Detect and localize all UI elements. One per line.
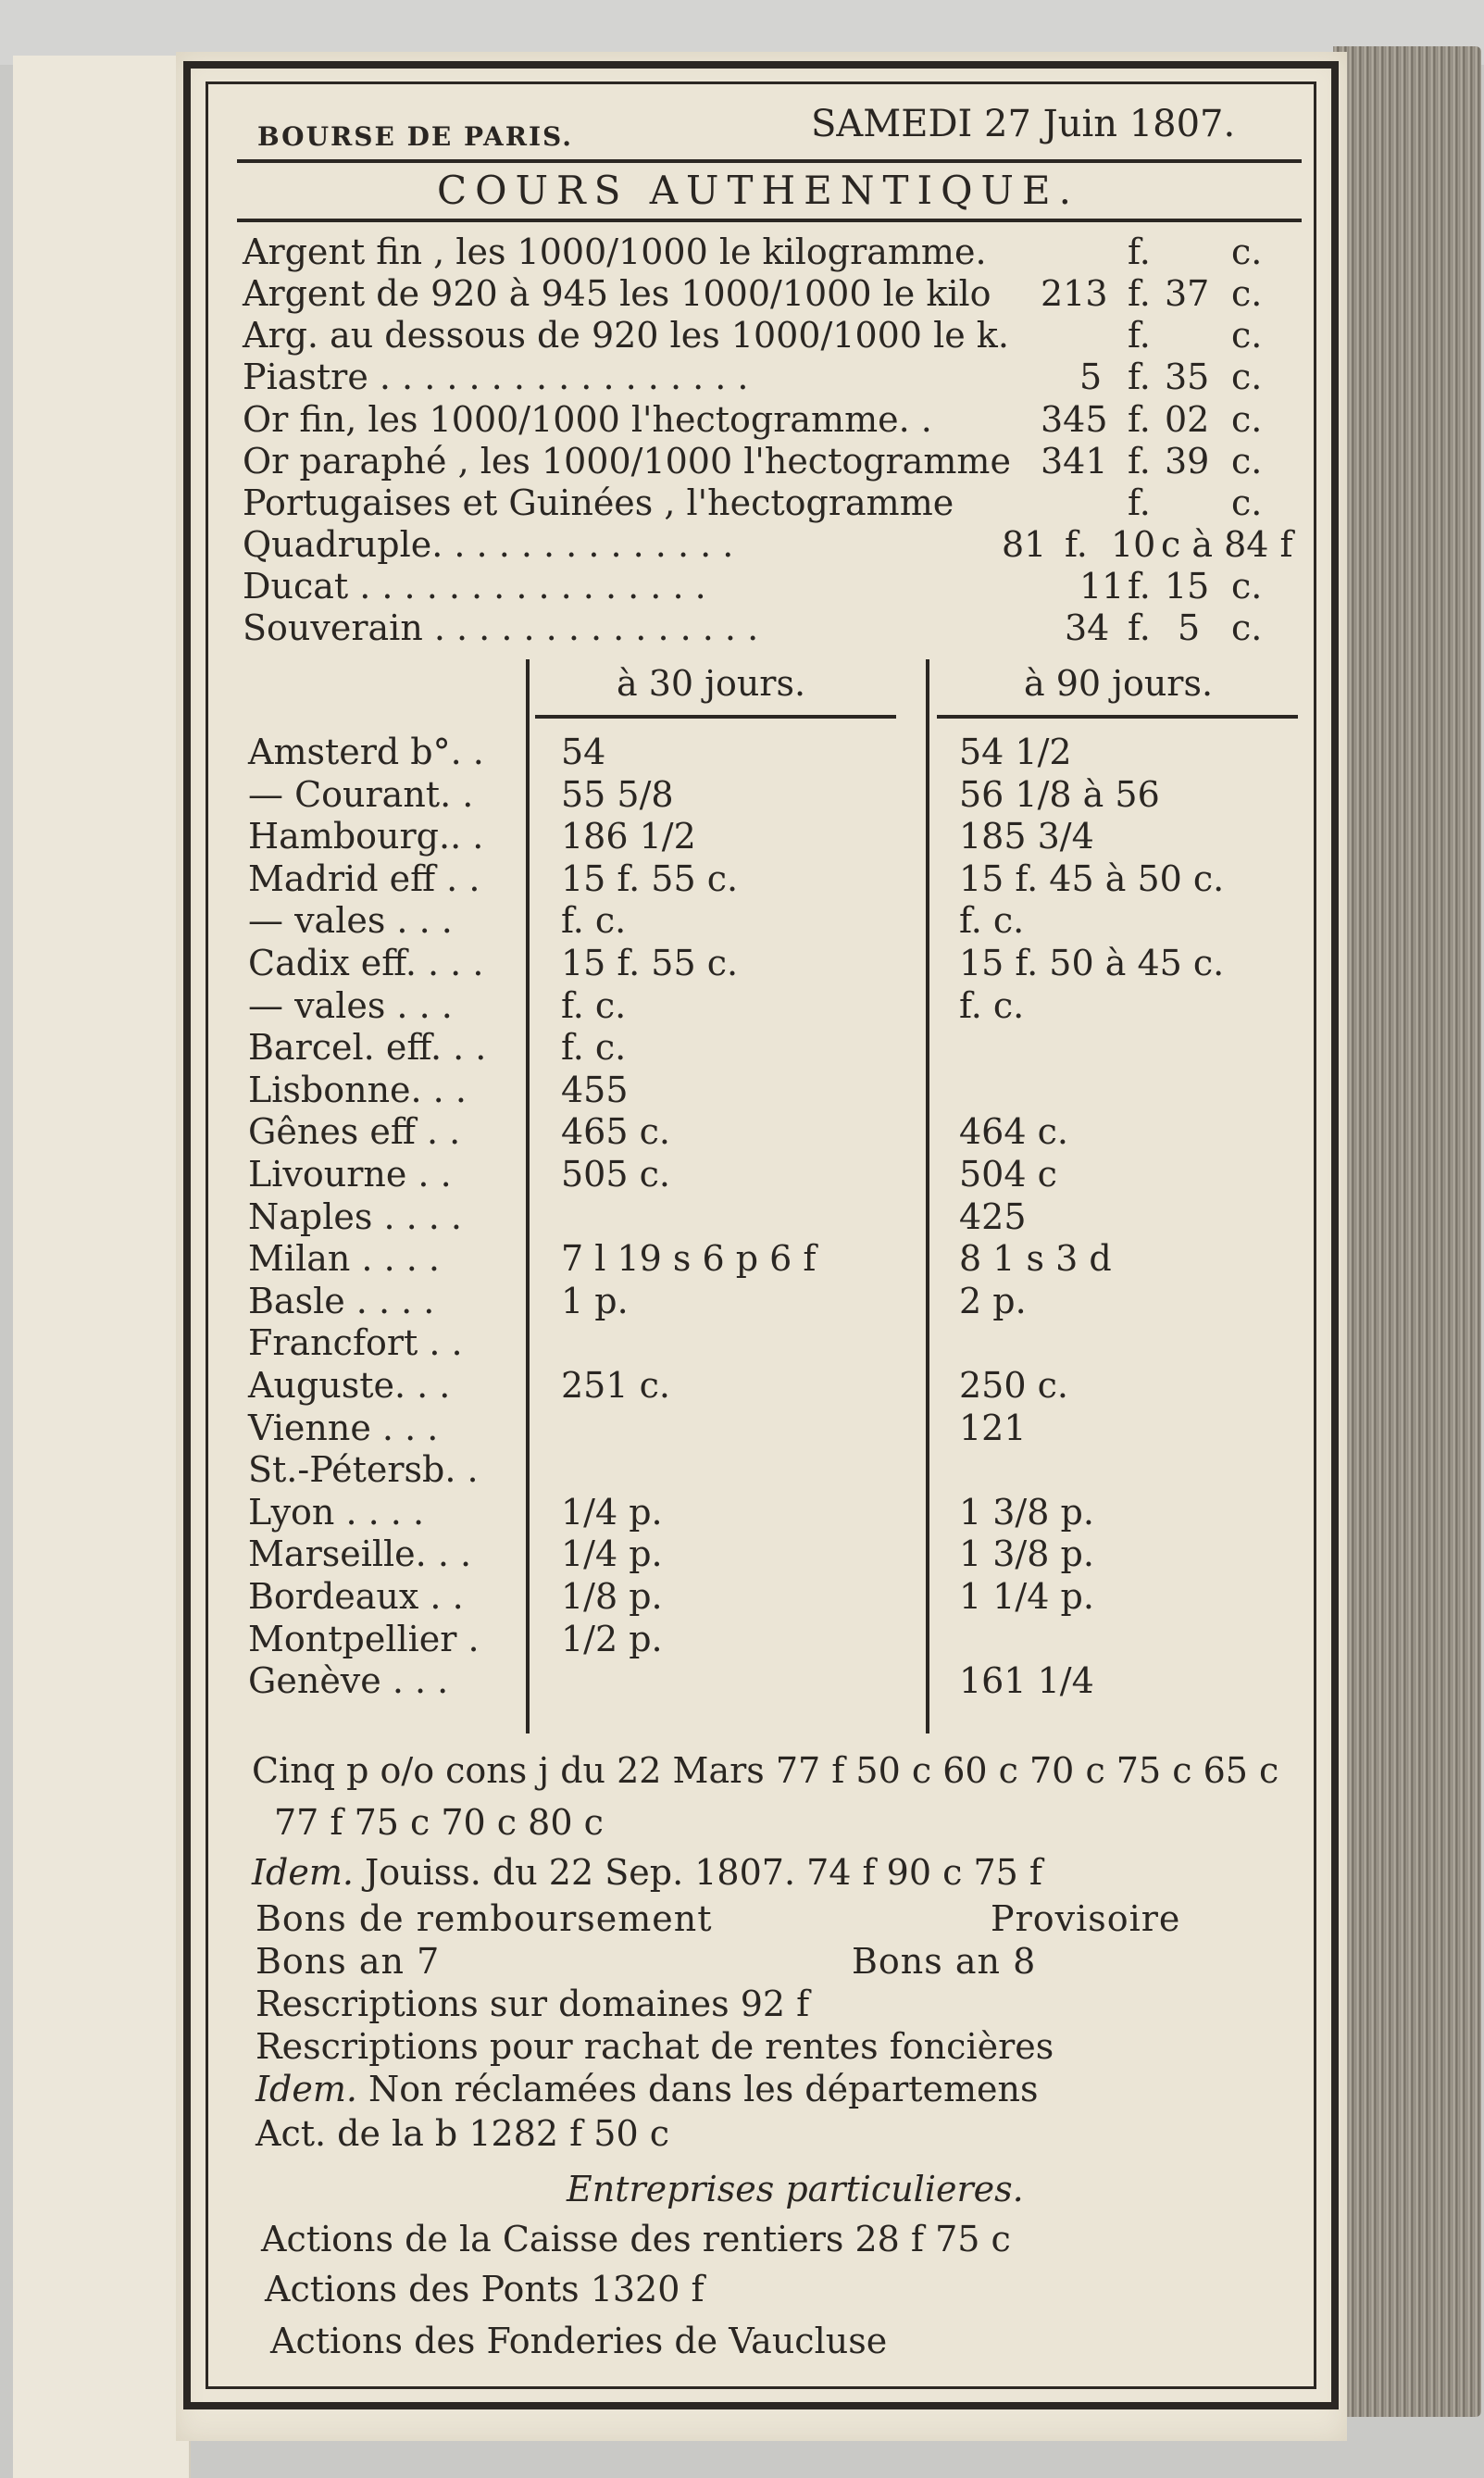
- exchange-rate-90: 54 1/2: [959, 732, 1072, 772]
- exchange-city: Lisbonne. . .: [248, 1070, 467, 1110]
- title-rule: [237, 219, 1302, 222]
- non-reclamees-line: [256, 2069, 1039, 2109]
- exchange-rate-90: 1 3/8 p.: [959, 1492, 1094, 1533]
- exchange-rate-90: 1 3/8 p.: [959, 1533, 1094, 1574]
- metal-c: c.: [1231, 441, 1263, 482]
- exchange-city: Milan . . . .: [248, 1238, 440, 1279]
- metal-label: Ducat . . . . . . . . . . . . . . . .: [243, 566, 706, 607]
- exchange-rate-90: 2 p.: [959, 1281, 1027, 1321]
- metal-f: f.: [1128, 232, 1151, 272]
- rescriptions-rachat: Rescriptions pour rachat de rentes foncières: [256, 2026, 1054, 2067]
- col-header-30-days: à 30 jours.: [617, 663, 806, 704]
- column-divider-right: [926, 659, 929, 1733]
- exchange-city: Madrid eff . .: [248, 858, 480, 899]
- section-title-entreprises: Entreprises particulieres.: [567, 2169, 1024, 2209]
- exchange-city: — Courant. .: [248, 774, 474, 815]
- metal-c: c.: [1231, 232, 1263, 272]
- metal-c: c à 84 f: [1161, 524, 1293, 565]
- metal-value: 345: [1041, 399, 1108, 440]
- actions-banque: Act. de la b 1282 f 50 c: [256, 2113, 669, 2154]
- metal-c: c.: [1231, 566, 1263, 607]
- metal-cents: 5: [1178, 607, 1201, 648]
- header-date: SAMEDI 27 Juin 1807.: [811, 103, 1236, 145]
- metal-f: f.: [1128, 607, 1151, 648]
- exchange-rate-90: 185 3/4: [959, 816, 1094, 857]
- non-reclamees-text: Non réclamées dans les départemens: [368, 2069, 1039, 2109]
- metal-cents: 15: [1165, 566, 1210, 607]
- col-header-rule-90: [937, 715, 1298, 719]
- exchange-rate-30: 505 c.: [561, 1154, 670, 1195]
- metal-value: 213: [1041, 273, 1108, 314]
- exchange-city: St.-Pétersb. .: [248, 1449, 479, 1490]
- metal-label: Argent de 920 à 945 les 1000/1000 le kilo: [243, 273, 991, 314]
- exchange-rate-90: f. c.: [959, 985, 1025, 1026]
- exchange-rate-90: 15 f. 45 à 50 c.: [959, 858, 1225, 899]
- idem-label: Idem.: [256, 2069, 357, 2109]
- metal-c: c.: [1231, 607, 1263, 648]
- metal-label: Souverain . . . . . . . . . . . . . . .: [243, 607, 759, 648]
- book-page-edges: [1333, 46, 1481, 2417]
- idem-label: Idem.: [252, 1852, 354, 1893]
- exchange-city: Gênes eff . .: [248, 1111, 461, 1152]
- exchange-rate-90: f. c.: [959, 900, 1025, 941]
- exchange-city: Hambourg.. .: [248, 816, 484, 857]
- metal-f: f.: [1128, 399, 1151, 440]
- exchange-city: Francfort . .: [248, 1322, 463, 1363]
- exchange-city: Auguste. . .: [248, 1365, 451, 1406]
- exchange-rate-90: 161 1/4: [959, 1660, 1094, 1701]
- page-title: COURS AUTHENTIQUE.: [437, 168, 1079, 213]
- exchange-city: — vales . . .: [248, 900, 453, 941]
- col-header-90-days: à 90 jours.: [1024, 663, 1214, 704]
- metal-f: f.: [1128, 315, 1151, 356]
- metal-c: c.: [1231, 357, 1263, 397]
- metal-cents: 39: [1165, 441, 1210, 482]
- metal-cents: 02: [1165, 399, 1210, 440]
- exchange-city: — vales . . .: [248, 985, 453, 1026]
- exchange-rate-90: 464 c.: [959, 1111, 1068, 1152]
- exchange-rate-90: 121: [959, 1408, 1027, 1448]
- exchange-city: Naples . . . .: [248, 1196, 463, 1237]
- metal-c: c.: [1231, 315, 1263, 356]
- exchange-city: Basle . . . .: [248, 1281, 435, 1321]
- exchange-rate-30: 186 1/2: [561, 816, 696, 857]
- exchange-rate-90: 56 1/8 à 56: [959, 774, 1160, 815]
- actions-fonderies: Actions des Fonderies de Vaucluse: [270, 2321, 888, 2361]
- metal-c: c.: [1231, 482, 1263, 523]
- metal-label: Argent fin , les 1000/1000 le kilogramme.: [243, 232, 987, 272]
- actions-caisse-rentiers: Actions de la Caisse des rentiers 28 f 75 c: [261, 2219, 1011, 2259]
- exchange-rate-30: 1/4 p.: [561, 1533, 663, 1574]
- metal-label: Or paraphé , les 1000/1000 l'hectogramme: [243, 441, 1011, 482]
- exchange-rate-30: 465 c.: [561, 1111, 670, 1152]
- exchange-city: Montpellier .: [248, 1619, 480, 1659]
- rente-line-1: Cinq p o/o cons j du 22 Mars 77 f 50 c 60 c 70 c 75 c 65 c: [252, 1750, 1279, 1791]
- metal-value: 5: [1079, 357, 1103, 397]
- col-header-rule-30: [535, 715, 896, 719]
- rente-line-2: 77 f 75 c 70 c 80 c: [274, 1802, 604, 1843]
- metal-c: c.: [1231, 399, 1263, 440]
- metal-label: Arg. au dessous de 920 les 1000/1000 le k.: [243, 315, 1009, 356]
- exchange-rate-30: 54: [561, 732, 606, 772]
- exchange-city: Livourne . .: [248, 1154, 452, 1195]
- actions-ponts: Actions des Ponts 1320 f: [265, 2269, 705, 2309]
- exchange-rate-30: 55 5/8: [561, 774, 674, 815]
- bons-provisoire: Provisoire: [991, 1898, 1181, 1939]
- exchange-city: Genève . . .: [248, 1660, 449, 1701]
- exchange-rate-30: 1/8 p.: [561, 1576, 663, 1617]
- bons-an-7: Bons an 7: [256, 1941, 441, 1982]
- exchange-rate-30: 251 c.: [561, 1365, 670, 1406]
- exchange-rate-90: 250 c.: [959, 1365, 1068, 1406]
- metal-cents: 35: [1165, 357, 1210, 397]
- exchange-rate-90: 8 1 s 3 d: [959, 1238, 1112, 1279]
- metal-label: Piastre . . . . . . . . . . . . . . . . .: [243, 357, 749, 397]
- exchange-city: Bordeaux . .: [248, 1576, 464, 1617]
- exchange-rate-30: 1/2 p.: [561, 1619, 663, 1659]
- bons-an-8: Bons an 8: [852, 1941, 1037, 1982]
- exchange-city: Vienne . . .: [248, 1408, 439, 1448]
- metal-f: f.: [1128, 566, 1151, 607]
- exchange-city: Amsterd b°. .: [248, 732, 484, 772]
- exchange-rate-90: 504 c: [959, 1154, 1057, 1195]
- exchange-rate-30: 15 f. 55 c.: [561, 858, 739, 899]
- header-bourse: BOURSE DE PARIS.: [257, 121, 574, 152]
- metal-cents: 37: [1165, 273, 1210, 314]
- exchange-rate-30: 1/4 p.: [561, 1492, 663, 1533]
- metal-f: f.: [1065, 524, 1088, 565]
- exchange-rate-30: f. c.: [561, 1027, 627, 1068]
- exchange-rate-30: 7 l 19 s 6 p 6 f: [561, 1238, 817, 1279]
- exchange-city: Marseille. . .: [248, 1533, 472, 1574]
- exchange-rate-30: 1 p.: [561, 1281, 629, 1321]
- header-rule: [237, 159, 1302, 163]
- bons-remboursement: Bons de remboursement: [256, 1898, 713, 1939]
- metal-f: f.: [1128, 441, 1151, 482]
- exchange-city: Cadix eff. . . .: [248, 943, 484, 983]
- metal-cents: 10: [1111, 524, 1156, 565]
- metal-label: Or fin, les 1000/1000 l'hectogramme. .: [243, 399, 932, 440]
- metal-c: c.: [1231, 273, 1263, 314]
- column-divider-left: [526, 659, 530, 1733]
- metal-f: f.: [1128, 273, 1151, 314]
- exchange-rate-30: f. c.: [561, 985, 627, 1026]
- exchange-rate-30: 455: [561, 1070, 629, 1110]
- rescriptions-domaines: Rescriptions sur domaines 92 f: [256, 1984, 810, 2024]
- rente-line-3: [252, 1852, 1042, 1893]
- exchange-city: Lyon . . . .: [248, 1492, 425, 1533]
- exchange-rate-90: 15 f. 50 à 45 c.: [959, 943, 1225, 983]
- metal-value: 81: [1002, 524, 1047, 565]
- metal-value: 11: [1079, 566, 1125, 607]
- rente-line-3-text: Jouiss. du 22 Sep. 1807. 74 f 90 c 75 f: [365, 1852, 1042, 1893]
- exchange-rate-90: 425: [959, 1196, 1027, 1237]
- facing-page-edge: [13, 56, 191, 2478]
- metal-label: Portugaises et Guinées , l'hectogramme: [243, 482, 954, 523]
- metal-f: f.: [1128, 357, 1151, 397]
- exchange-rate-30: 15 f. 55 c.: [561, 943, 739, 983]
- metal-f: f.: [1128, 482, 1151, 523]
- exchange-rate-30: f. c.: [561, 900, 627, 941]
- exchange-city: Barcel. eff. . .: [248, 1027, 487, 1068]
- metal-value: 34: [1065, 607, 1110, 648]
- metal-value: 341: [1041, 441, 1108, 482]
- exchange-rate-90: 1 1/4 p.: [959, 1576, 1094, 1617]
- metal-label: Quadruple. . . . . . . . . . . . . .: [243, 524, 734, 565]
